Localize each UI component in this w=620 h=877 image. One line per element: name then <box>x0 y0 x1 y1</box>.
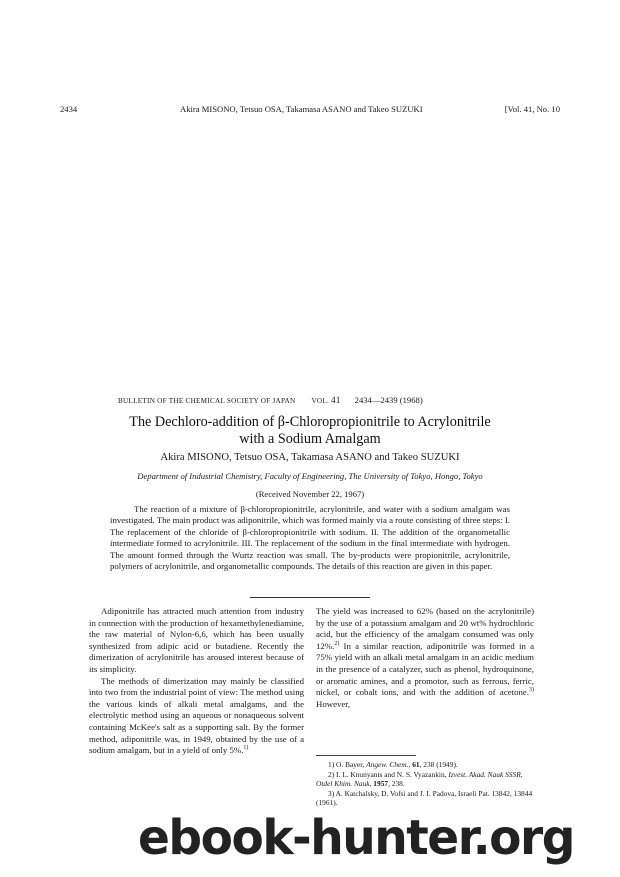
footnote-divider <box>316 755 416 756</box>
footnote: 1) O. Bayer, Angew. Chem., 61, 238 (1949). <box>328 760 458 769</box>
body-column-left <box>89 606 304 757</box>
journal-line <box>118 395 538 405</box>
paragraph: The methods of dimerization may mainly be classified into two from the industrial point of view: The method using the various kinds of alkali metal amalgams, and the electrolytic method using an aqueous or nonaqueous solvent containing McKee's salt as a supporting salt. By the former method, adiponitrile was, in 1949, obtained by the use of a sodium amalgam, but in a yield of only 5%.$^{1)}$ <box>89 675 304 756</box>
running-head <box>60 104 560 118</box>
footnotes <box>316 760 534 808</box>
footnote-ref[interactable]: 3) <box>529 687 534 694</box>
paragraph: The yield was increased to 62% (based on the acrylonitrile) by the use of a potassium amalgam and 20 wt% hydrochloric acid, but the efficiency of the amalgam consumed was only 12%.$^{2)}$ In a similar reaction, adiponitrile was formed in a 75% yield with an alkali metal amalgam in an acidic medium in the presence of a catalyzer, such as phenol, hydroquinone, or aromatic amines, and a promotor, such as ferrous, ferric, nickel, or cobalt ions, and with the addition of acetone.$^{3)}$ However, <box>316 606 534 709</box>
abstract: The reaction of a mixture of β-chloropropionitrile, acrylonitrile, and water with a sodium amalgam was investigated. The main product was adiponitrile, which was formed mainly via a route consisting of three steps: I. The replacement of the chloride of β-chloropropionitrile with sodium. II. The addition of the organometallic intermediate formed to acrylonitrile. III. The replacement of the sodium in the final intermediate with hydrogen. The amount formed through the Wurtz reaction was small. The by-products were propionitrile, acrylonitrile, polymers of acrylonitrile, and organometallic compounds. The details of this reaction are given in this paper. <box>110 504 510 572</box>
paper-title <box>60 414 560 448</box>
author-list: Akira MISONO, Tetsuo OSA, Takamasa ASANO and Takeo SUZUKI <box>160 452 460 463</box>
running-head-authors: Akira MISONO, Tetsuo OSA, Takamasa ASANO and Takeo SUZUKI <box>180 104 423 114</box>
footnote-ref[interactable]: 2) <box>334 640 340 647</box>
title-line-2: with a Sodium Amalgam <box>239 431 381 447</box>
journal-name: BULLETIN OF THE CHEMICAL SOCIETY OF JAPAN <box>118 397 296 405</box>
volume-label: VOL. <box>311 397 330 405</box>
footnote: 3) A. Katchalsky, D. Vofsi and J. I. Padova, Israeli Pat. 13842, 13844 (1961). <box>316 788 533 808</box>
watermark-text: ebook-hunter.org <box>138 810 574 866</box>
pages-year: 2434—2439 (1968) <box>354 395 423 405</box>
running-head-volume: [Vol. 41, No. 10 <box>504 104 560 114</box>
footnote-ref[interactable]: 1) <box>243 745 249 752</box>
watermark <box>138 810 608 870</box>
affiliation: Department of Industrial Chemistry, Faculty of Engineering, The University of Tokyo, Hongo, Tokyo <box>137 471 483 481</box>
volume-number: 41 <box>331 395 341 405</box>
title-line-1: The Dechloro-addition of β-Chloropropionitrile to Acrylonitrile <box>129 414 491 430</box>
received-date: (Received November 22, 1967) <box>255 489 365 499</box>
footnote: 2) I. L. Knunyants and N. S. Vyazankin, Izvest. Akad. Nauk SSSR, Otdel Khim. Nauk, 1957, 238. <box>316 769 523 789</box>
section-divider <box>250 597 370 598</box>
paragraph: Adiponitrile has attracted much attention from industry in connection with the production of hexamethylenediamine, the raw material of Nylon-6,6, which has been usually synthesized from adipic acid or butadiene. Recently the dimerization of acrylonitrile has aroused interest because of its simplicity. <box>89 606 304 674</box>
body-column-right <box>316 606 534 710</box>
page-number: 2434 <box>60 104 78 114</box>
